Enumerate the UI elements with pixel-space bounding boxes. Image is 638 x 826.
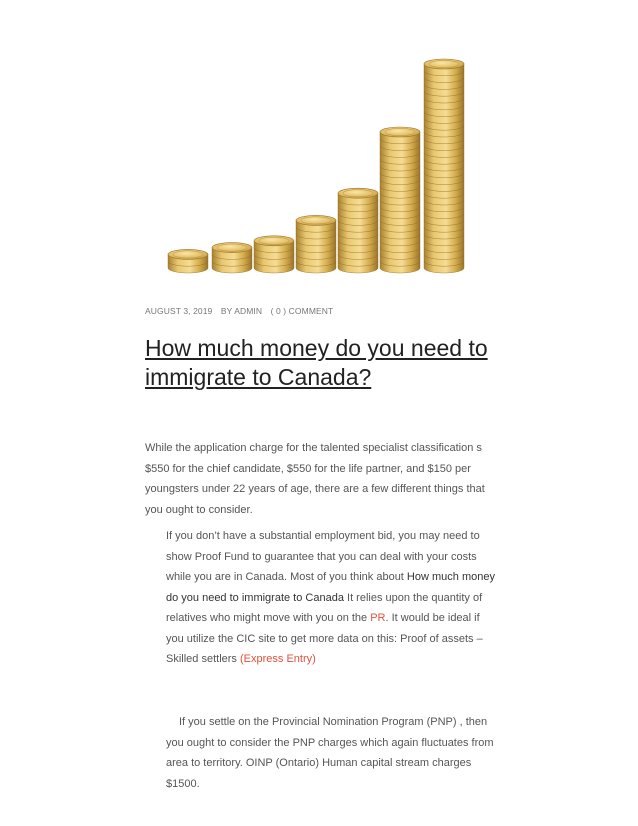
post-comment-count-link[interactable]: ( 0 ) COMMENT xyxy=(270,306,334,316)
coin-stack xyxy=(168,249,208,273)
quote-text-part3: . It would be ideal if you utilize the CIC site to get more data on this: Proof of assets – Skilled settlers xyxy=(166,612,483,665)
coin-stack xyxy=(254,236,294,273)
post-title-link[interactable]: How much money do you need to immigrate to Canada? xyxy=(145,335,488,390)
post-date: AUGUST 3, 2019 xyxy=(145,306,213,316)
coin-stack xyxy=(424,59,464,273)
coin-stack xyxy=(212,243,252,273)
quote-text-part2: It relies upon the quantity of relatives who might move with you on the xyxy=(166,591,483,624)
post-author-link[interactable]: BY ADMIN xyxy=(220,306,263,316)
coin-stack xyxy=(296,215,336,273)
quote-text-part1: If you don’t have a substantial employment bid, you may need to show Proof Fund to guarantee that you can deal with your costs while you are in Canada. Most of you think about xyxy=(166,530,480,583)
hero-coin-stacks-image xyxy=(160,30,480,280)
coin-stack xyxy=(380,127,420,273)
blockquote-pnp-charges xyxy=(166,712,496,794)
express-entry-link[interactable]: (Express Entry) xyxy=(239,653,316,665)
pnp-paragraph-text: If you settle on the Provincial Nomination Program (PNP) , then you ought to consider the PNP charges which again fluctuates from area to territory. OINP (Ontario) Human capital stream charges $1500. xyxy=(166,716,494,790)
blockquote-proof-of-funds xyxy=(166,526,496,670)
post-intro-paragraph: While the application charge for the talented specialist classification s $550 for the chief candidate, $550 for the life partner, and $150 per youngsters under 22 years of age, there are a few different things that you ought to consider. xyxy=(145,442,485,516)
how-much-money-link[interactable]: How much money do you need to immigrate to Canada xyxy=(166,571,495,604)
pr-link[interactable]: PR xyxy=(370,612,386,624)
coin-stack xyxy=(338,188,378,273)
post-meta xyxy=(145,306,339,316)
